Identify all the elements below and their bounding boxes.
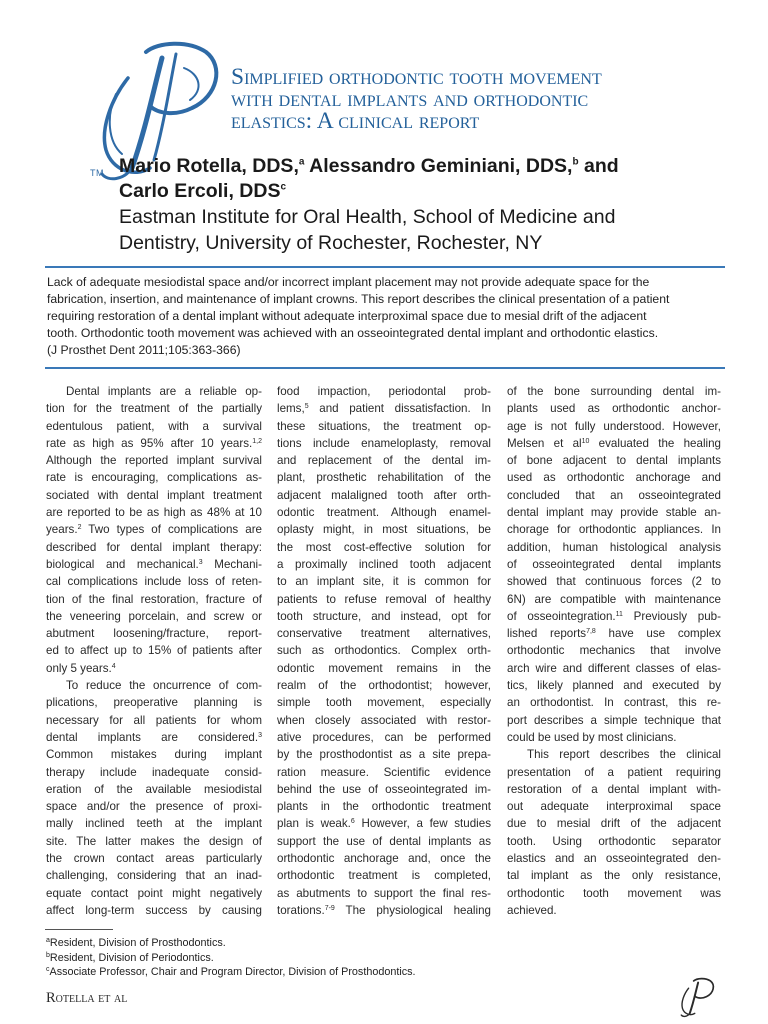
text-line: abutment loosening/fracture, report- xyxy=(46,627,262,641)
abstract-bottom-rule xyxy=(45,367,725,369)
text-line: food impaction, periodontal prob- xyxy=(277,385,491,398)
author-name: Carlo Ercoli, DDS xyxy=(119,180,281,202)
text-line: oplasty might, in most situations, be xyxy=(277,523,491,537)
text-line: used as orthodontic anchorage and xyxy=(507,471,721,485)
journal-logo-small xyxy=(676,977,718,1019)
text-line: by the prosthodontist as a site prepa- xyxy=(277,748,491,762)
title-line: with dental implants and orthodontic xyxy=(231,86,589,112)
text-line: dental implants are considered.$^3$ xyxy=(46,730,262,744)
text-line: ed to affect up to 15% of patients after xyxy=(46,644,262,658)
abstract-line: fabrication, insertion, and maintenance of implant crowns. This report describes the clinical presentation of a patient xyxy=(47,292,670,306)
author-name: Mario Rotella, DDS, xyxy=(119,155,299,177)
reference-mark: 2 xyxy=(77,524,82,532)
text-line: chorage for orthodontic appliances. In xyxy=(507,523,721,537)
text-line: the most cost-effective solution for xyxy=(277,540,491,554)
article-title xyxy=(231,66,741,132)
text-line: behind the use of osseointegrated im- xyxy=(277,782,491,796)
text-line: 6N) are compatible with maintenance xyxy=(507,592,721,606)
abstract-top-rule xyxy=(45,266,725,268)
text-line: space and/or the presence of proxi- xyxy=(46,800,262,814)
abstract-citation: (J Prosthet Dent 2011;105:363-366) xyxy=(47,343,241,357)
reference-mark: 10 xyxy=(581,437,590,445)
text-line: could be used by most clinicians. xyxy=(507,730,677,744)
footnote: $^c$Associate Professor, Chair and Program Director, Division of Prosthodontics. xyxy=(46,966,416,978)
text-line: edentulous patient, with a survival xyxy=(46,419,262,433)
footnote: $^b$Resident, Division of Periodontics. xyxy=(46,951,214,964)
reference-mark: 3 xyxy=(258,731,262,739)
running-head: Rotella et al xyxy=(46,990,128,1006)
text-line: Although the reported implant survival xyxy=(46,454,262,468)
text-line: plications, preoperative planning is xyxy=(46,696,262,710)
text-line: tooth structure, and instead, opt for xyxy=(277,609,491,623)
text-line: cal complications include loss of reten- xyxy=(46,575,262,589)
trademark-mark: TM xyxy=(90,168,104,178)
text-line: described for dental implant therapy: xyxy=(46,540,262,554)
text-line: only 5 years.$^4$ xyxy=(46,661,116,675)
text-line: elastics and an osseointegrated den- xyxy=(507,852,721,866)
text-line: challenging, considering that an inad- xyxy=(46,869,262,883)
text-line: rate is encouraging, complications as- xyxy=(46,471,262,485)
text-line: biological and mechanical.$^3$ Mechani- xyxy=(46,557,262,571)
reference-mark: 5 xyxy=(304,403,309,411)
text-line: equate contact point might negatively xyxy=(46,886,262,900)
text-line: plants used as orthodontic anchor- xyxy=(507,402,721,416)
text-line: the crown contact areas particularly xyxy=(46,852,262,866)
text-column-2 xyxy=(277,383,491,919)
institution-line: Dentistry, University of Rochester, Rochester, NY xyxy=(119,232,543,254)
text-line: dental implant may provide stable an- xyxy=(507,506,721,520)
text-line: odontic movement remains in the xyxy=(277,661,491,675)
institution-line: Eastman Institute for Oral Health, School of Medicine and xyxy=(119,206,616,228)
text-line: realm of the orthodontist; however, xyxy=(277,679,491,693)
reference-mark: 11 xyxy=(615,610,623,618)
text-line: eration of the available mesiodistal xyxy=(46,782,262,796)
footnote: $^a$Resident, Division of Prosthodontics. xyxy=(46,937,226,949)
text-line: arch wire and different classes of elas- xyxy=(507,661,721,675)
text-line: due to mesial drift of the adjacent xyxy=(507,817,721,831)
text-line: mally inclined teeth at the implant xyxy=(46,817,262,831)
text-line: years.$^2$ Two types of complications are xyxy=(46,523,262,537)
text-line: Melsen et $al^{10}$ evaluated the healing xyxy=(507,436,721,450)
text-line: and replacement of the dental im- xyxy=(277,454,491,468)
text-line: This report describes the clinical xyxy=(527,748,721,762)
reference-mark: 7,8 xyxy=(586,628,596,636)
text-line: a proximally inclined tooth adjacent xyxy=(277,557,491,571)
text-line: when closely associated with restor- xyxy=(277,713,491,727)
text-line: plan is weak.$^6$ However, a few studies xyxy=(277,817,491,831)
abstract-line: requiring restoration of a dental implant without adequate interproximal space due to mesial drift of the adjacent xyxy=(47,309,647,323)
text-line: presentation of a patient requiring xyxy=(507,765,721,779)
text-line: lished reports$^{7,8}$ have use complex xyxy=(507,627,721,641)
abstract-line: Lack of adequate mesiodistal space and/or incorrect implant placement may not provide adequate space for the xyxy=(47,275,650,289)
abstract-line: tooth. Orthodontic tooth movement was achieved with an osseointegrated dental implant and orthodontic elastics. xyxy=(47,326,659,340)
footnote-rule xyxy=(45,929,113,930)
text-line: of bone adjacent to dental implants xyxy=(507,454,721,468)
author-affiliation-mark: c xyxy=(280,181,287,193)
text-line: showed that continuous forces (2 to xyxy=(507,575,721,589)
text-line: port describes a simple technique that xyxy=(507,713,721,727)
text-line: plants in the orthodontic treatment xyxy=(277,800,491,814)
text-line: conservative treatment alternatives, xyxy=(277,627,491,641)
abstract xyxy=(47,274,727,359)
text-line: tion of the final restoration, fracture of xyxy=(46,592,262,606)
reference-mark: 4 xyxy=(111,662,116,670)
text-line: tal implant as the only resistance, xyxy=(507,869,721,883)
text-line: an orthodontist. In contrast, this re- xyxy=(507,696,721,710)
text-line: orthodontic treatment is completed, xyxy=(277,869,491,883)
author-list xyxy=(119,154,739,204)
author-affiliation-mark: b xyxy=(572,156,579,168)
text-line: restoration of a dental implant with- xyxy=(507,782,721,796)
text-line: lems,$^5$ and patient dissatisfaction. In xyxy=(277,402,491,416)
text-line: plant, prosthetic rehabilitation of the xyxy=(277,471,491,485)
text-line: such as orthodontics. Complex orth- xyxy=(277,644,491,658)
reference-mark: 6 xyxy=(350,818,355,826)
text-line: support the use of dental implants as xyxy=(277,834,491,848)
text-line: age is not fully understood. However, xyxy=(507,419,721,433)
footnotes xyxy=(46,936,416,980)
text-line: to an implant site, it is common for xyxy=(277,575,491,589)
author-affiliation-mark: a xyxy=(298,156,305,168)
text-line: torations.$^{7-9}$ The physiological healing xyxy=(277,903,491,917)
text-line: these situations, the treatment op- xyxy=(277,419,491,433)
text-line: as abutments to support the final res- xyxy=(277,886,491,900)
text-line: sociated with dental implant treatment xyxy=(46,488,262,502)
text-line: odontic treatment. Although enamel- xyxy=(277,506,491,520)
text-line: orthodontic mechanics that involve xyxy=(507,644,721,658)
title-line: Simplified orthodontic tooth movement xyxy=(231,64,602,90)
text-line: addition, human histological analysis xyxy=(507,540,721,554)
text-line: therapy include inadequate consid- xyxy=(46,765,262,779)
text-line: To reduce the oncurrence of com- xyxy=(66,679,262,693)
reference-mark: 3 xyxy=(198,558,203,566)
text-column-3 xyxy=(507,383,721,919)
text-line: tooth. Using orthodontic separator xyxy=(507,834,721,848)
text-line: site. The latter makes the design of xyxy=(46,834,262,848)
text-line: of osseointegration.$^{11}$ Previously pub- xyxy=(507,609,721,623)
text-line: achieved. xyxy=(507,903,557,917)
text-column-1 xyxy=(46,383,262,919)
text-line: orthodontic tooth movement was xyxy=(507,886,721,900)
text-line: the veneering porcelain, and screw or xyxy=(46,609,262,623)
reference-mark: 7-9 xyxy=(324,904,335,912)
text-line: ative procedures, can be performed xyxy=(277,730,491,744)
text-line: tion for the treatment of the partially xyxy=(46,402,262,416)
text-line: out adequate interproximal space xyxy=(507,800,721,814)
text-line: Dental implants are a reliable op- xyxy=(66,385,262,398)
author-name: Alessandro Geminiani, DDS, xyxy=(309,155,573,177)
text-line: adjacent malaligned tooth after orth- xyxy=(277,488,491,502)
reference-mark: 1,2 xyxy=(252,437,262,445)
text-line: affect long-term success by causing xyxy=(46,903,262,917)
text-line: of the bone surrounding dental im- xyxy=(507,385,721,398)
institution xyxy=(119,204,739,256)
text-line: patients to refuse removal of healthy xyxy=(277,592,491,606)
text-line: rate as high as 95% after 10 years.$^{1,2}$ xyxy=(46,436,262,450)
text-line: tions include enameloplasty, removal xyxy=(277,436,491,450)
text-line: orthodontic anchorage and, once the xyxy=(277,852,491,866)
text-line: of osseointegrated dental implants xyxy=(507,557,721,571)
author-conjunction: and xyxy=(584,155,619,177)
text-line: concluded that an osseointegrated xyxy=(507,488,721,502)
text-line: necessary for all patients for whom xyxy=(46,713,262,727)
text-line: Common mistakes during implant xyxy=(46,748,262,762)
title-line: elastics: A clinical report xyxy=(231,108,480,134)
text-line: are reported to be as high as 48% at 10 xyxy=(46,506,262,520)
text-line: tics, likely planned and executed by xyxy=(507,679,721,693)
text-line: simple tooth movement, especially xyxy=(277,696,491,710)
text-line: ration measure. Scientific evidence xyxy=(277,765,491,779)
